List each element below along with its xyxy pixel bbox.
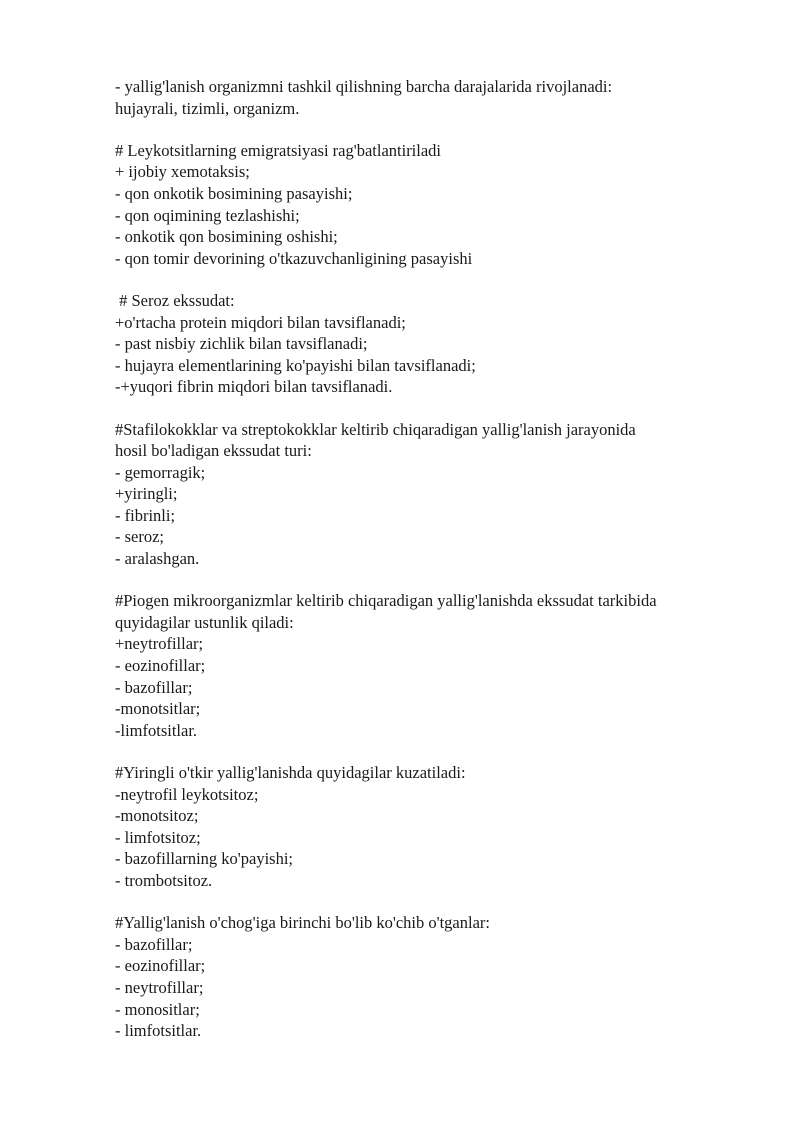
- question-text: #Yiringli o'tkir yallig'lanishda quyidagilar kuzatiladi:: [115, 763, 466, 782]
- answer-option: - eozinofillar;: [115, 656, 206, 676]
- paragraph-inflammation-levels: [115, 76, 755, 119]
- question-acute-purulent: [115, 762, 755, 892]
- text-line: - yallig'lanish organizmni tashkil qilishning barcha darajalarida rivojlanadi:: [115, 77, 613, 96]
- answer-option: +neytrofillar;: [115, 634, 204, 654]
- answer-option: - bazofillarning ko'payishi;: [115, 849, 294, 869]
- answer-option: - seroz;: [115, 527, 165, 547]
- question-text: quyidagilar ustunlik qiladi:: [115, 612, 294, 632]
- answer-option: - eozinofillar;: [115, 956, 206, 976]
- answer-option: - qon onkotik bosimining pasayishi;: [115, 183, 353, 203]
- answer-option: -monotsitoz;: [115, 806, 199, 826]
- answer-option: +o'rtacha protein miqdori bilan tavsiflanadi;: [115, 312, 406, 332]
- answer-option: - aralashgan.: [115, 549, 200, 569]
- answer-option: + ijobiy xemotaksis;: [115, 162, 250, 182]
- question-text: #Stafilokokklar va streptokokklar keltirib chiqaradigan yallig'lanish jarayonida: [115, 419, 636, 439]
- answer-option: -neytrofil leykotsitoz;: [115, 784, 259, 804]
- answer-option: -monotsitlar;: [115, 699, 201, 719]
- answer-option: - fibrinli;: [115, 505, 176, 525]
- answer-option: - limfotsitlar.: [115, 1021, 202, 1041]
- question-text: #Piogen mikroorganizmlar keltirib chiqaradigan yallig'lanishda ekssudat tarkibida: [115, 591, 657, 611]
- answer-option: - monositlar;: [115, 999, 200, 1019]
- answer-option: - onkotik qon bosimining oshishi;: [115, 227, 338, 247]
- question-exudate-type: [115, 419, 755, 570]
- answer-option: - trombotsitoz.: [115, 870, 213, 890]
- answer-option: -limfotsitlar.: [115, 720, 198, 740]
- question-text: #Yallig'lanish o'chog'iga birinchi bo'lib ko'chib o'tganlar:: [115, 913, 490, 933]
- answer-option: - qon tomir devorining o'tkazuvchanligining pasayishi: [115, 248, 473, 268]
- answer-option: - past nisbiy zichlik bilan tavsiflanadi;: [115, 334, 368, 354]
- question-text: # Seroz ekssudat:: [115, 290, 235, 310]
- answer-option: - hujayra elementlarining ko'payishi bilan tavsiflanadi;: [115, 355, 476, 375]
- document-body: [115, 76, 755, 1062]
- text-line: hujayrali, tizimli, organizm.: [115, 98, 300, 118]
- answer-option: +yiringli;: [115, 484, 178, 504]
- question-text: # Leykotsitlarning emigratsiyasi rag'batlantiriladi: [115, 140, 442, 160]
- question-text: hosil bo'ladigan ekssudat turi:: [115, 441, 312, 461]
- answer-option: - limfotsitoz;: [115, 827, 201, 847]
- question-leukocyte-emigration: [115, 140, 755, 270]
- question-pyogenic-exudate: [115, 590, 755, 741]
- answer-option: - bazofillar;: [115, 677, 193, 697]
- answer-option: - qon oqimining tezlashishi;: [115, 205, 300, 225]
- answer-option: -+yuqori fibrin miqdori bilan tavsiflanadi.: [115, 377, 393, 397]
- question-serous-exudate: [115, 290, 755, 398]
- answer-option: - bazofillar;: [115, 934, 193, 954]
- answer-option: - neytrofillar;: [115, 977, 204, 997]
- answer-option: - gemorragik;: [115, 462, 206, 482]
- question-first-migrants: [115, 912, 755, 1042]
